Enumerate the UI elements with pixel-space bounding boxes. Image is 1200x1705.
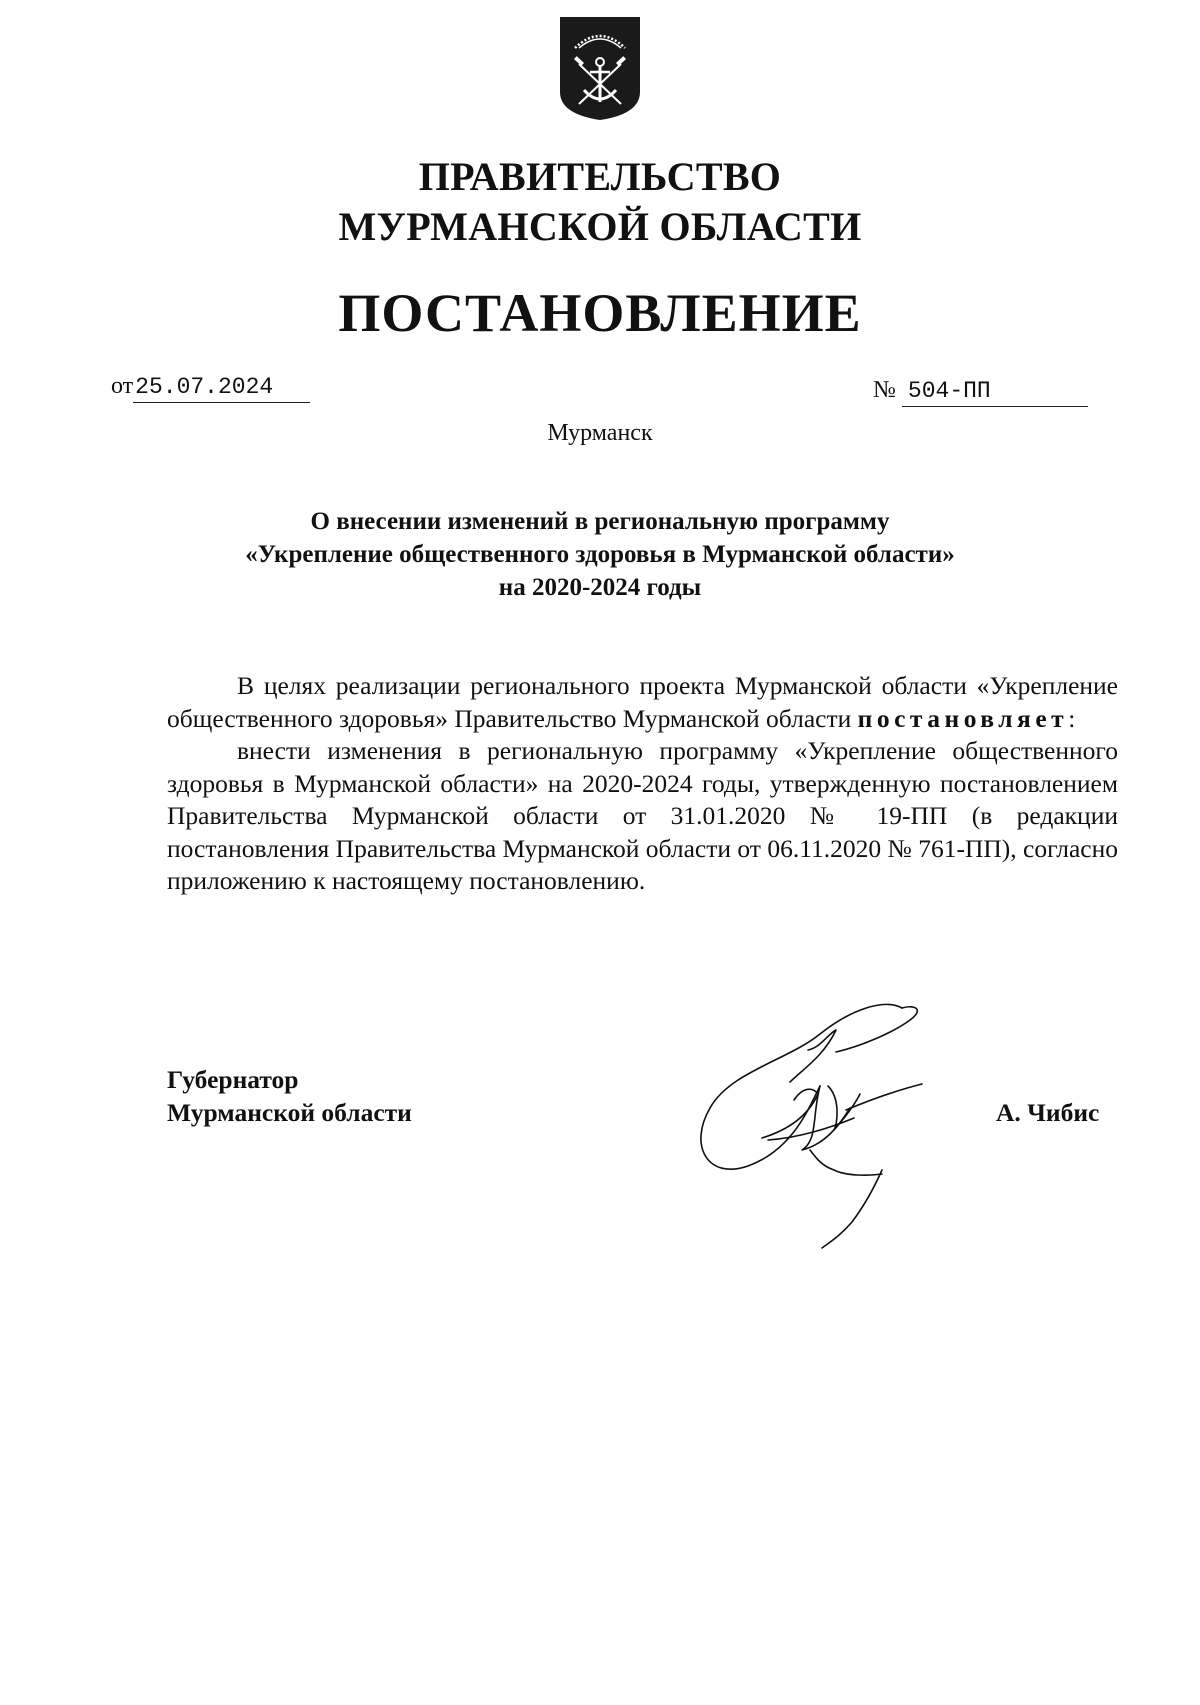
signer-name: А. Чибис bbox=[996, 1098, 1100, 1127]
number-prefix: № bbox=[873, 377, 896, 403]
document-body bbox=[167, 670, 1118, 898]
government-name-line2: МУРМАНСКОЙ ОБЛАСТИ bbox=[338, 204, 862, 249]
murmansk-coat-of-arms-icon bbox=[557, 14, 643, 122]
signer-position-line2: Мурманской области bbox=[167, 1098, 412, 1127]
document-date bbox=[111, 372, 310, 403]
document-city: Мурманск bbox=[547, 420, 653, 446]
preamble-paragraph bbox=[167, 670, 1118, 735]
decision-paragraph: внести изменения в региональную программу «Укрепление общественного здоровья в Мурманской области» на 2020-2024 годы, утвержденную постановлением Правительства Мурманской области от 31.01.2020 № 19-ПП (в редакции постановления Правительства Мурманской области от 06.11.2020 № 761-ПП), согласно приложению к настоящему постановлению. bbox=[167, 736, 1119, 895]
document-number bbox=[873, 376, 1088, 407]
signer-position bbox=[167, 1063, 412, 1129]
resolves-keyword: постановляет bbox=[857, 703, 1069, 733]
subject-line1: О внесении изменений в региональную программу bbox=[310, 508, 890, 535]
date-prefix: от bbox=[111, 373, 134, 399]
handwritten-signature-icon bbox=[670, 990, 940, 1250]
subject-line3: на 2020-2024 годы bbox=[498, 574, 702, 601]
subject-line2: «Укрепление общественного здоровья в Мурманской области» bbox=[245, 541, 955, 568]
date-value: 25.07.2024 bbox=[133, 372, 310, 403]
document-type: ПОСТАНОВЛЕНИЕ bbox=[338, 283, 862, 343]
preamble-text: В целях реализации регионального проекта Мурманской области «Укрепление общественного здоровья» Правительство Мурманской области bbox=[167, 671, 1118, 733]
resolves-punct: : bbox=[1068, 703, 1076, 733]
government-name bbox=[0, 152, 1200, 252]
signer-position-line1: Губернатор bbox=[167, 1065, 299, 1094]
government-name-line1: ПРАВИТЕЛЬСТВО bbox=[418, 154, 782, 199]
document-subject bbox=[0, 505, 1200, 604]
number-value: 504-ПП bbox=[902, 376, 1088, 407]
